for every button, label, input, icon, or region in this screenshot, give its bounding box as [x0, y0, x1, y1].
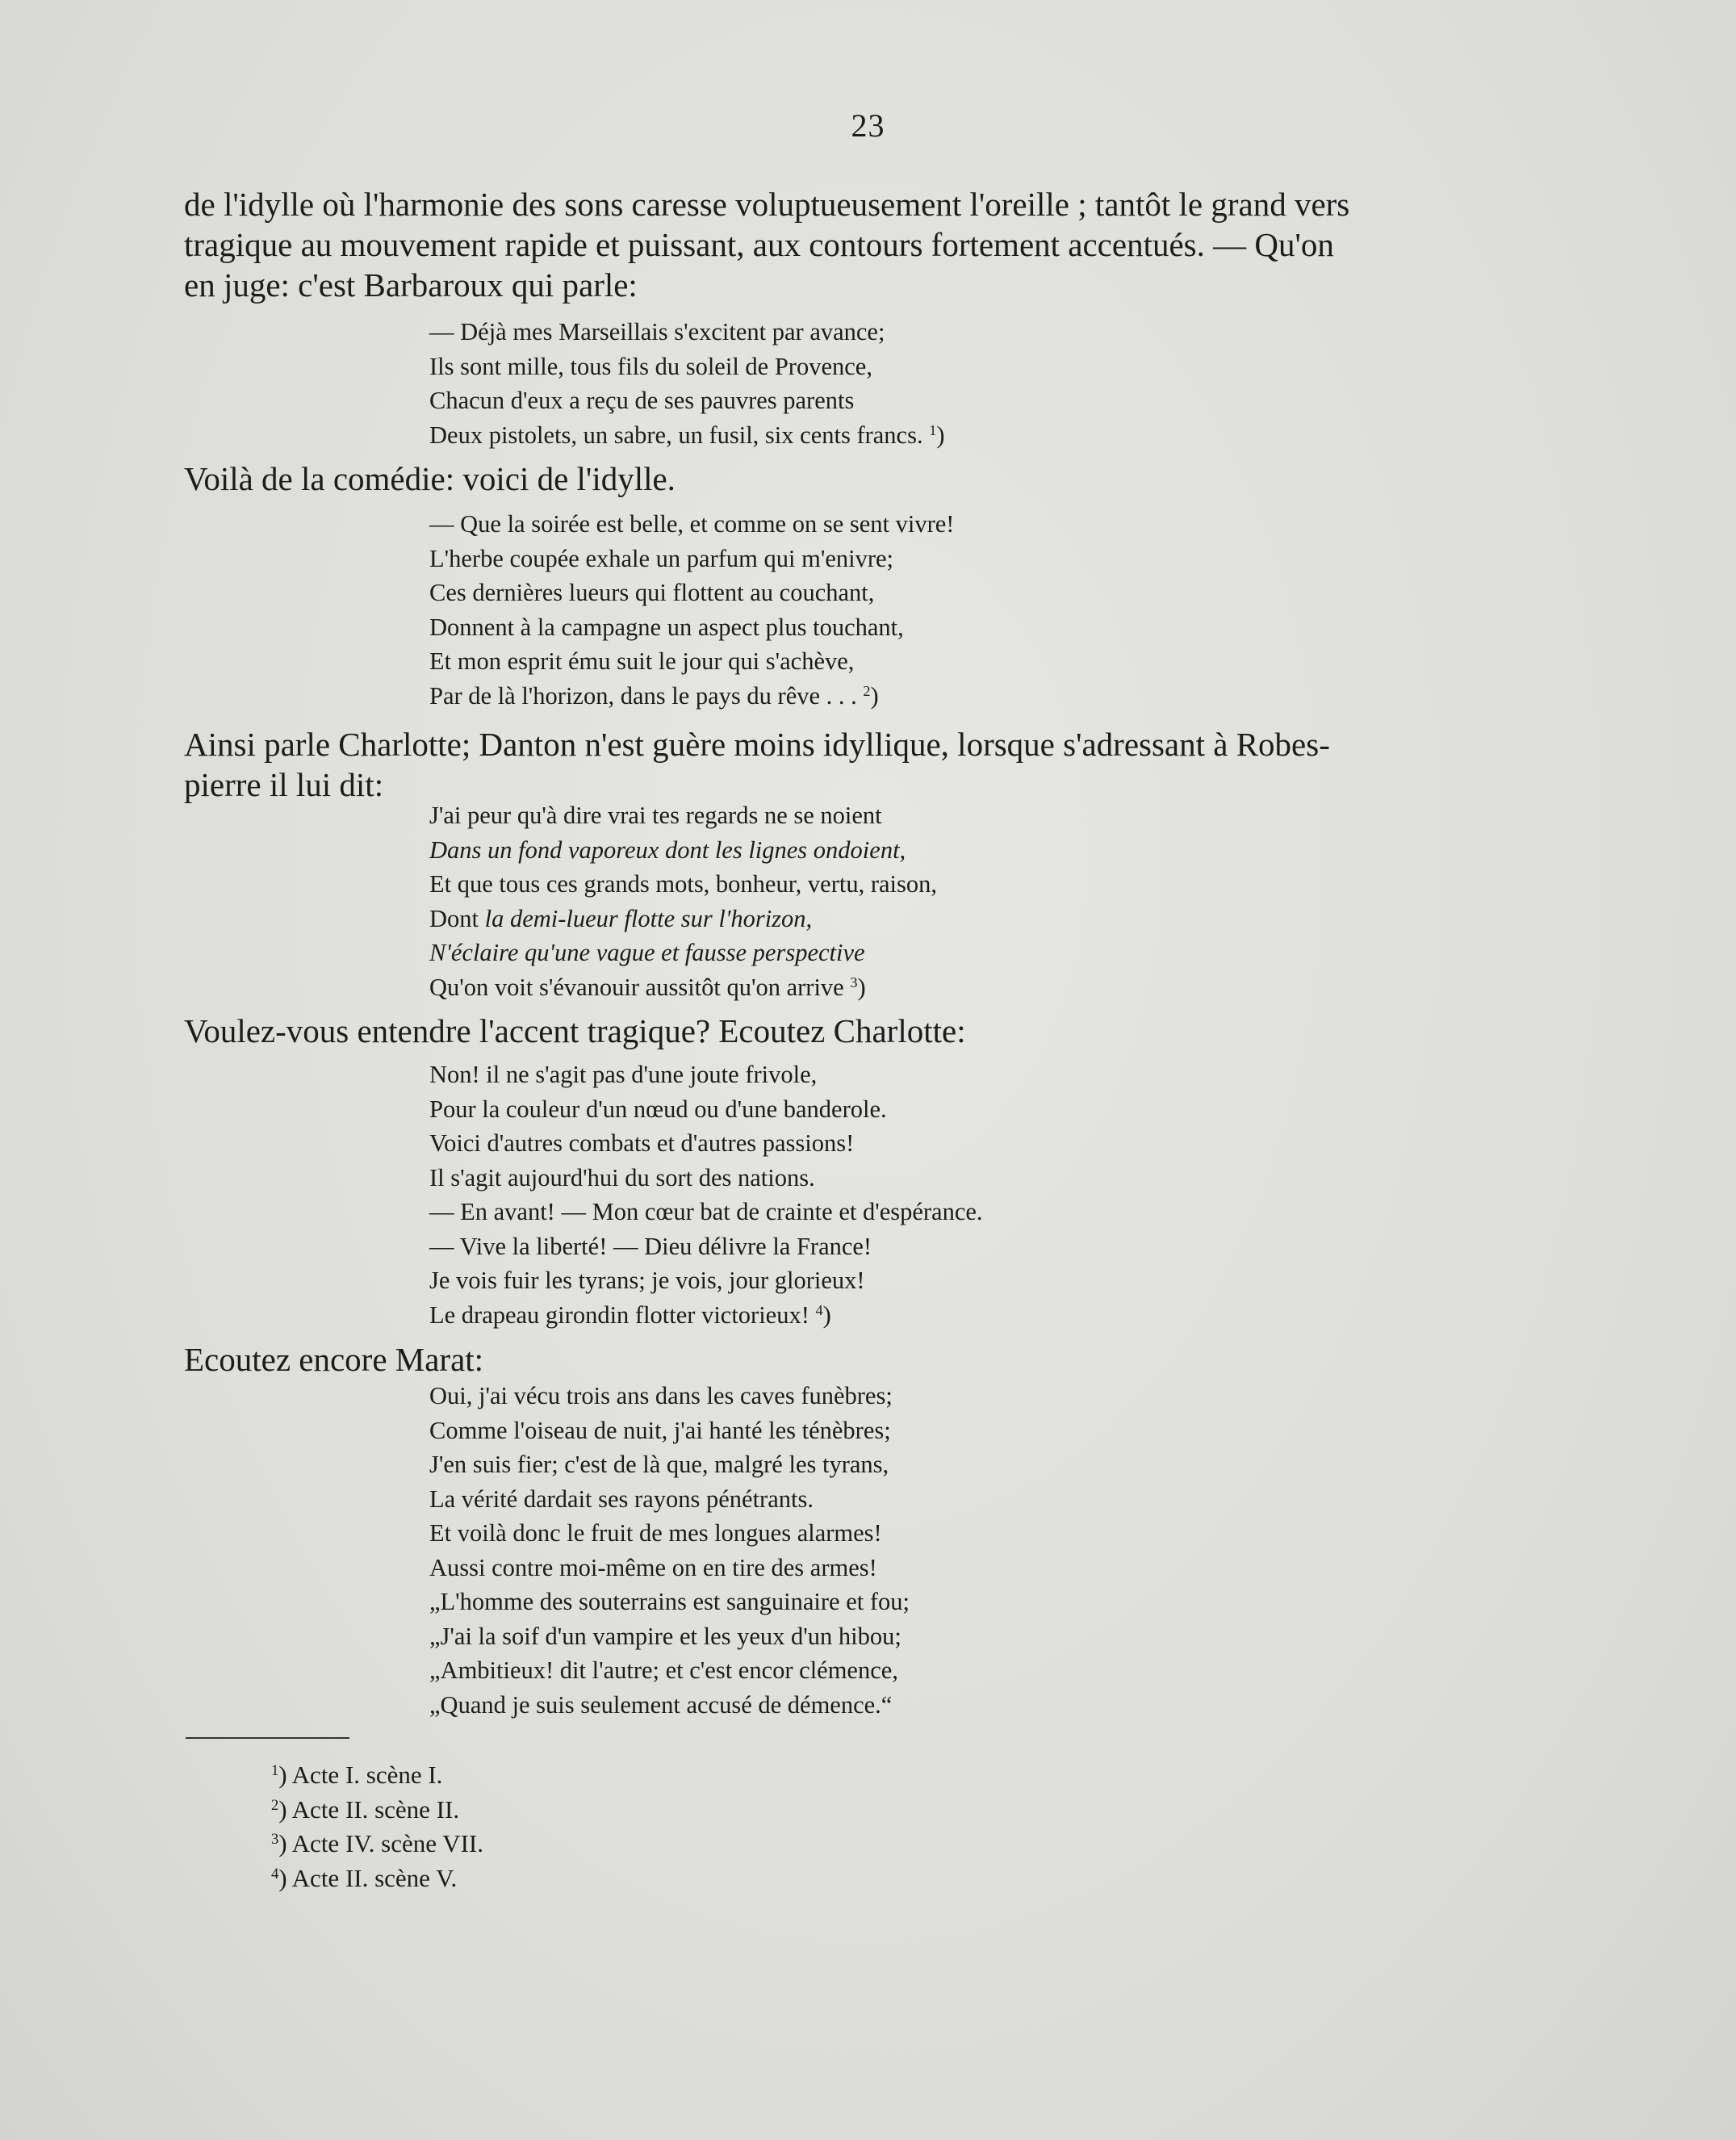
verse-line: Oui, j'ai vécu trois ans dans les caves funèbres;: [429, 1382, 893, 1409]
verse-line: Ces dernières lueurs qui flottent au couchant,: [429, 579, 875, 606]
verse-barbaroux: [429, 315, 1398, 452]
verse-line-italic: N'éclaire qu'une vague et fausse perspective: [429, 939, 865, 966]
verse-line: [429, 418, 1398, 453]
verse-line: Pour la couleur d'un nœud ou d'une banderole.: [429, 1095, 887, 1123]
footnote-text: Acte II. scène V.: [291, 1863, 458, 1892]
verse-line: [429, 679, 1398, 714]
verse-line: Comme l'oiseau de nuit, j'ai hanté les ténèbres;: [429, 1416, 891, 1444]
intro-line-1: de l'idylle où l'harmonie des sons caresse voluptueusement l'oreille ; tantôt le grand vers: [184, 186, 1350, 223]
verse-line: [429, 902, 1398, 936]
verse-line-italic: Dans un fond vaporeux dont les lignes ondoient,: [429, 835, 906, 864]
footnote-text: Acte I. scène I.: [291, 1761, 443, 1789]
footnote-number: 1: [271, 1761, 279, 1779]
verse-line: „Quand je suis seulement accusé de démence.“: [429, 1690, 893, 1719]
verse-line: Chacun d'eux a reçu de ses pauvres parents: [429, 387, 855, 414]
verse-line-text: Dont: [429, 904, 485, 932]
footnote-paren: ): [278, 1761, 287, 1789]
verse-line: La vérité dardait ses rayons pénétrants.: [429, 1485, 814, 1513]
verse-line: Et que tous ces grands mots, bonheur, vertu, raison,: [429, 870, 937, 898]
footnote-ref-1: 1: [929, 421, 937, 438]
footnote-paren: ): [278, 1795, 287, 1824]
verse-line-text: Le drapeau girondin flotter victorieux!: [429, 1300, 809, 1329]
verse-line: J'en suis fier; c'est de là que, malgré les tyrans,: [429, 1451, 889, 1478]
verse-line: Aussi contre moi-même on en tire des armes!: [429, 1553, 877, 1581]
verse-line: L'herbe coupée exhale un parfum qui m'enivre;: [429, 544, 894, 572]
verse-italic-phrase: la demi-lueur flotte sur l'horizon,: [484, 904, 813, 932]
paragraph-danton-line-2: pierre il lui dit:: [184, 766, 384, 803]
footnote-text: Acte IV. scène VII.: [291, 1829, 483, 1857]
paragraph-danton-line-1: Ainsi parle Charlotte; Danton n'est guère moins idyllique, lorsque s'adressant à Robes-: [184, 726, 1330, 763]
footnote: [271, 1827, 483, 1862]
verse-line: „J'ai la soif d'un vampire et les yeux d'un hibou;: [429, 1622, 901, 1650]
verse-line: Il s'agit aujourd'hui du sort des nations.: [429, 1163, 815, 1191]
footnote-text: Acte II. scène II.: [291, 1795, 460, 1824]
verse-danton: [429, 798, 1398, 1004]
intro-line-2: tragique au mouvement rapide et puissant, aux contours fortement accentués. — Qu'on: [184, 226, 1334, 263]
footnote-ref-paren: ): [857, 973, 866, 1001]
verse-line: Et voilà donc le fruit de mes longues alarmes!: [429, 1519, 882, 1547]
verse-line-text: Par de là l'horizon, dans le pays du rêve . . .: [429, 681, 857, 710]
verse-line: „Ambitieux! dit l'autre; et c'est encor clémence,: [429, 1656, 898, 1684]
paragraph-comedie: Voilà de la comédie: voici de l'idylle.: [184, 460, 676, 497]
verse-line: Non! il ne s'agit pas d'une joute frivole,: [429, 1061, 818, 1088]
footnote: [271, 1758, 483, 1793]
footnote-divider: [186, 1737, 349, 1739]
verse-line: — Que la soirée est belle, et comme on se sent vivre!: [429, 510, 955, 538]
footnotes: [271, 1758, 483, 1895]
paragraph-accent-tragique: Voulez-vous entendre l'accent tragique? Ecoutez Charlotte:: [184, 1012, 966, 1049]
verse-marat: [429, 1379, 1398, 1722]
verse-line: Je vois fuir les tyrans; je vois, jour glorieux!: [429, 1267, 865, 1294]
verse-line: — Déjà mes Marseillais s'excitent par avance;: [429, 318, 885, 345]
footnote-number: 2: [271, 1796, 279, 1814]
footnote-ref-3: 3: [850, 974, 858, 990]
footnote: [271, 1862, 483, 1896]
verse-line-text: Qu'on voit s'évanouir aussitôt qu'on arrive: [429, 973, 844, 1001]
verse-line: Donnent à la campagne un aspect plus touchant,: [429, 613, 904, 641]
verse-charlotte-tragique: [429, 1057, 1398, 1332]
footnote: [271, 1793, 483, 1828]
verse-line: [429, 970, 1398, 1005]
footnote-number: 3: [271, 1830, 279, 1848]
verse-line: Et mon esprit ému suit le jour qui s'achève,: [429, 647, 855, 675]
verse-line: J'ai peur qu'à dire vrai tes regards ne se noient: [429, 802, 882, 829]
page-number: 23: [851, 107, 885, 144]
verse-line-text: Deux pistolets, un sabre, un fusil, six cents francs.: [429, 421, 923, 449]
footnote-paren: ): [278, 1863, 287, 1892]
verse-line: Voici d'autres combats et d'autres passions!: [429, 1129, 855, 1157]
paragraph-marat: Ecoutez encore Marat:: [184, 1341, 484, 1378]
verse-line: Ils sont mille, tous fils du soleil de Provence,: [429, 352, 872, 380]
footnote-ref-paren: ): [936, 421, 945, 449]
intro-line-3: en juge: c'est Barbaroux qui parle:: [184, 266, 638, 304]
footnote-number: 4: [271, 1865, 279, 1882]
footnote-ref-2: 2: [863, 682, 871, 699]
verse-line: „L'homme des souterrains est sanguinaire et fou;: [429, 1588, 910, 1615]
verse-charlotte-idylle: [429, 507, 1398, 713]
footnote-ref-4: 4: [815, 1301, 823, 1318]
footnote-paren: ): [278, 1829, 287, 1857]
verse-line: — Vive la liberté! — Dieu délivre la France!: [429, 1232, 872, 1260]
footnote-ref-paren: ): [822, 1300, 831, 1329]
verse-line: [429, 1298, 1398, 1333]
footnote-ref-paren: ): [870, 681, 879, 710]
verse-line: — En avant! — Mon cœur bat de crainte et d'espérance.: [429, 1198, 983, 1225]
